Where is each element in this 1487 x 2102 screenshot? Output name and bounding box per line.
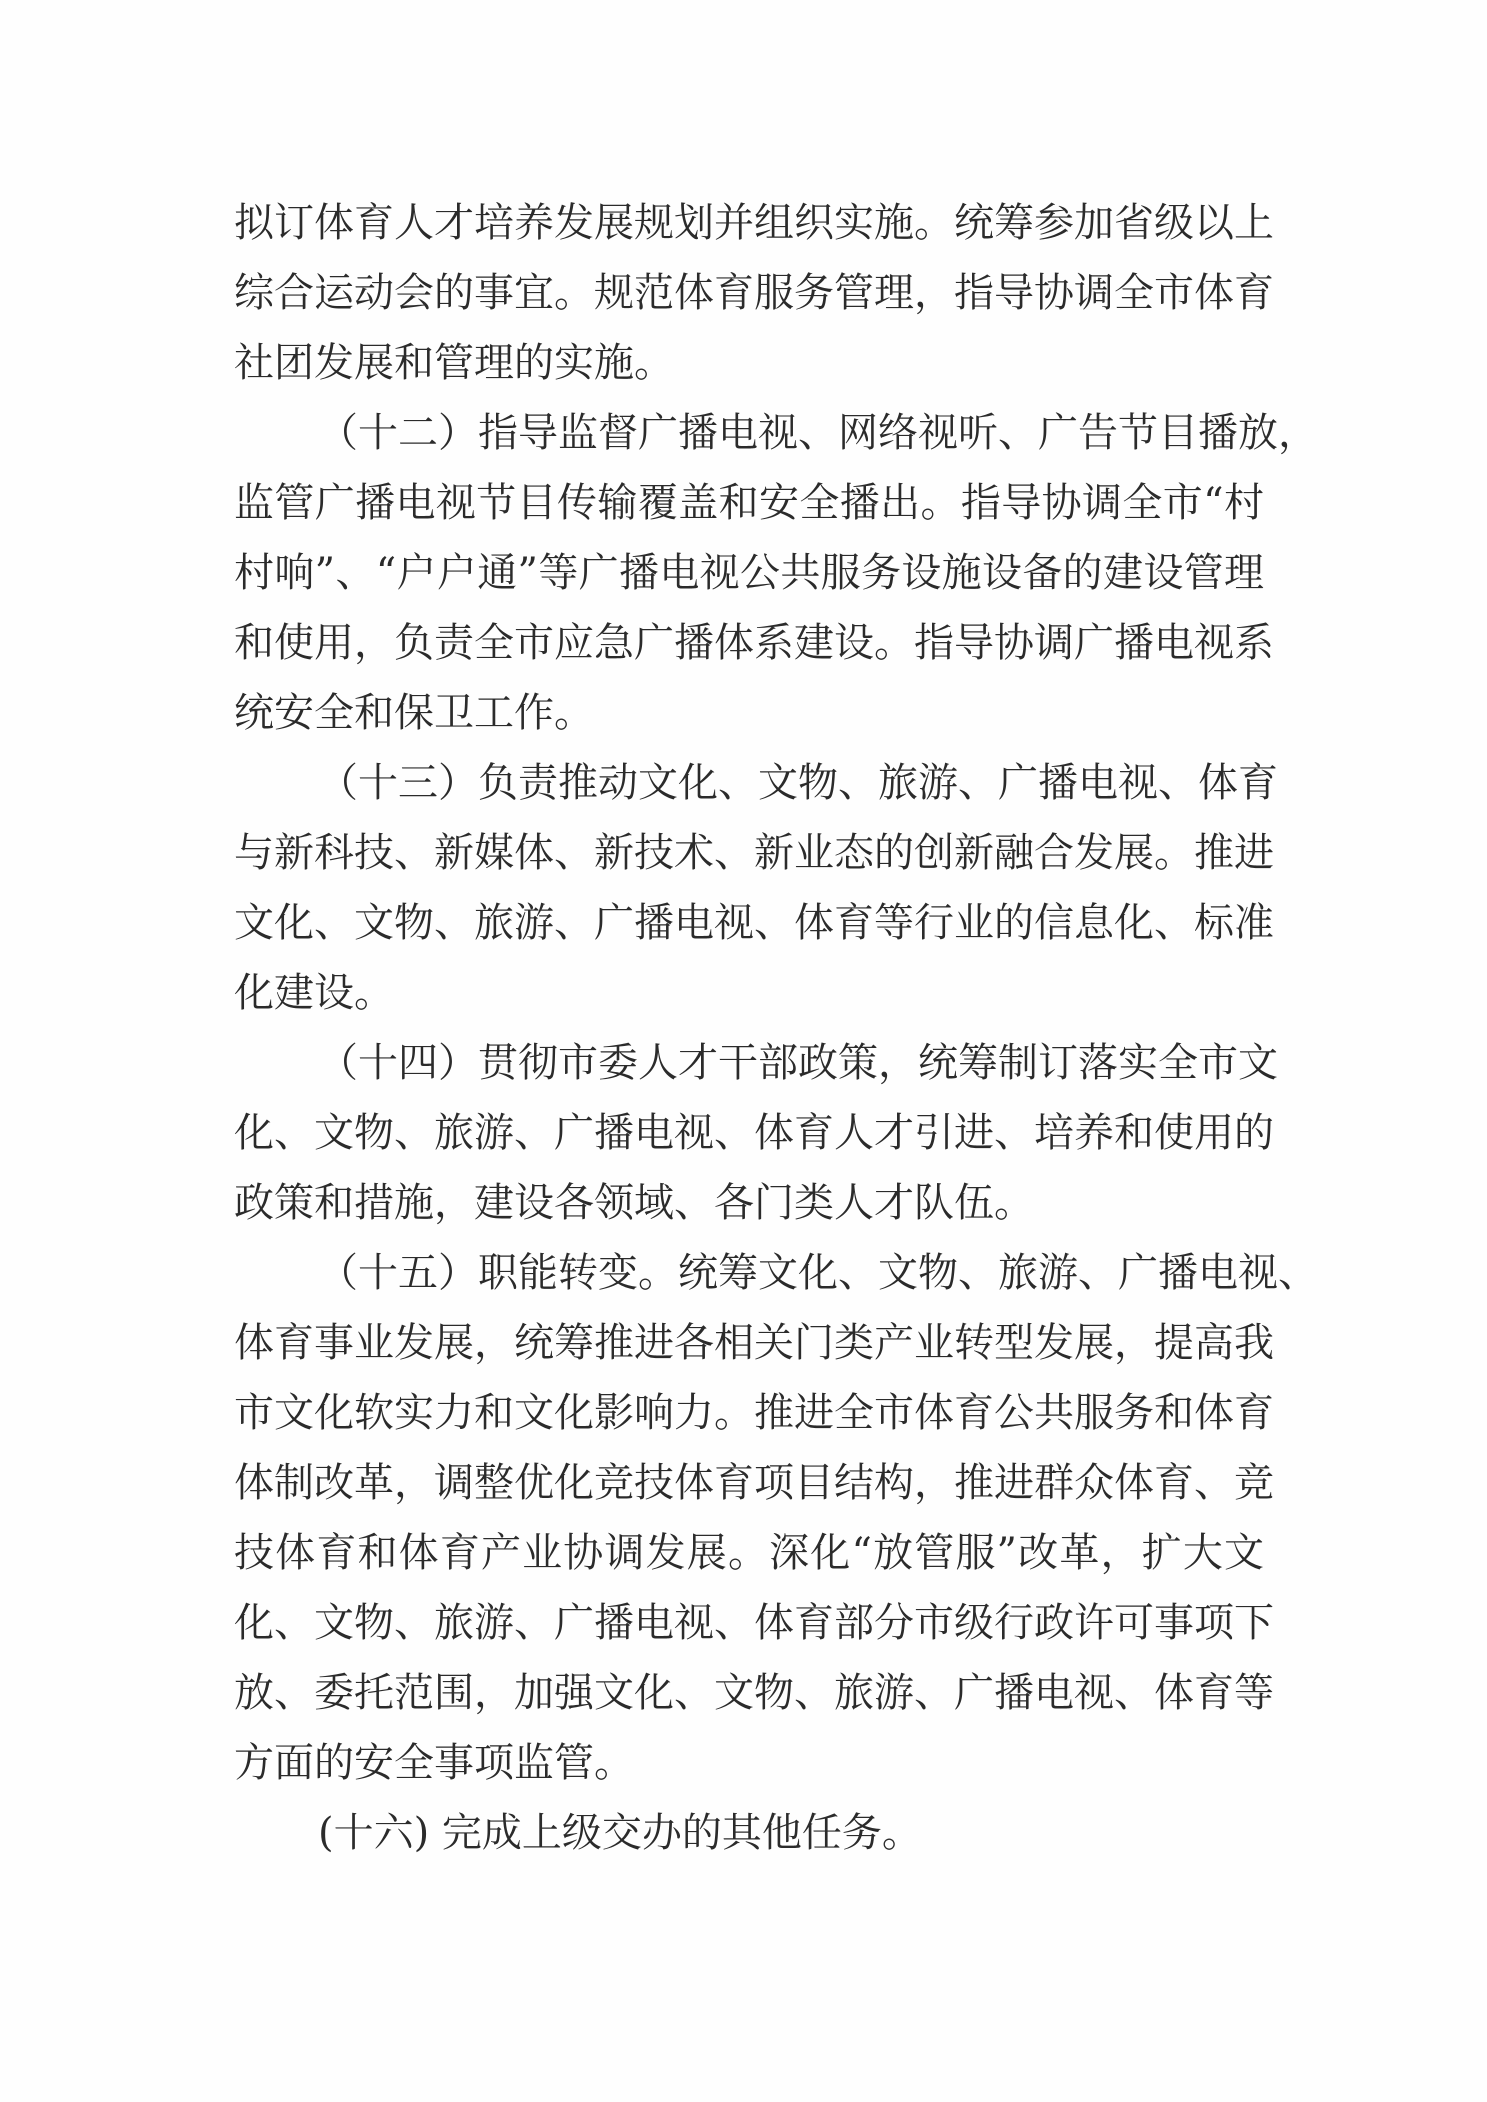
- text-line: （十四）贯彻市委人才干部政策，统筹制订落实全市文: [318, 1040, 1278, 1086]
- text-line: 综合运动会的事宜。规范体育服务管理，指导协调全市体育: [234, 270, 1274, 316]
- text-line: 文化、文物、旅游、广播电视、体育等行业的信息化、标准: [234, 900, 1274, 946]
- text-line: 体制改革，调整优化竞技体育项目结构，推进群众体育、竞: [234, 1460, 1274, 1506]
- text-line: (十六) 完成上级交办的其他任务。: [318, 1810, 922, 1856]
- text-line: 方面的安全事项监管。: [234, 1740, 634, 1786]
- text-line: 政策和措施，建设各领域、各门类人才队伍。: [234, 1180, 1034, 1226]
- text-line: 放、委托范围，加强文化、文物、旅游、广播电视、体育等: [234, 1670, 1274, 1716]
- text-line: 市文化软实力和文化影响力。推进全市体育公共服务和体育: [234, 1390, 1274, 1436]
- text-line: 统安全和保卫工作。: [234, 690, 594, 736]
- text-line: 技体育和体育产业协调发展。深化“放管服”改革，扩大文: [234, 1530, 1264, 1576]
- text-line: 村响”、“户户通”等广播电视公共服务设施设备的建设管理: [234, 550, 1264, 596]
- text-line: 监管广播电视节目传输覆盖和安全播出。指导协调全市“村: [234, 480, 1264, 526]
- text-line: 体育事业发展，统筹推进各相关门类产业转型发展，提高我: [234, 1320, 1274, 1366]
- text-line: （十二）指导监督广播电视、网络视听、广告节目播放，: [318, 410, 1318, 456]
- text-line: 和使用，负责全市应急广播体系建设。指导协调广播电视系: [234, 620, 1274, 666]
- text-line: 化建设。: [234, 970, 394, 1016]
- text-line: 与新科技、新媒体、新技术、新业态的创新融合发展。推进: [234, 830, 1274, 876]
- text-line: 化、文物、旅游、广播电视、体育部分市级行政许可事项下: [234, 1600, 1274, 1646]
- text-line: （十三）负责推动文化、文物、旅游、广播电视、体育: [318, 760, 1278, 806]
- text-line: 化、文物、旅游、广播电视、体育人才引进、培养和使用的: [234, 1110, 1274, 1156]
- text-line: 拟订体育人才培养发展规划并组织实施。统筹参加省级以上: [234, 200, 1274, 246]
- text-line: （十五）职能转变。统筹文化、文物、旅游、广播电视、: [318, 1250, 1318, 1296]
- text-line: 社团发展和管理的实施。: [234, 340, 674, 386]
